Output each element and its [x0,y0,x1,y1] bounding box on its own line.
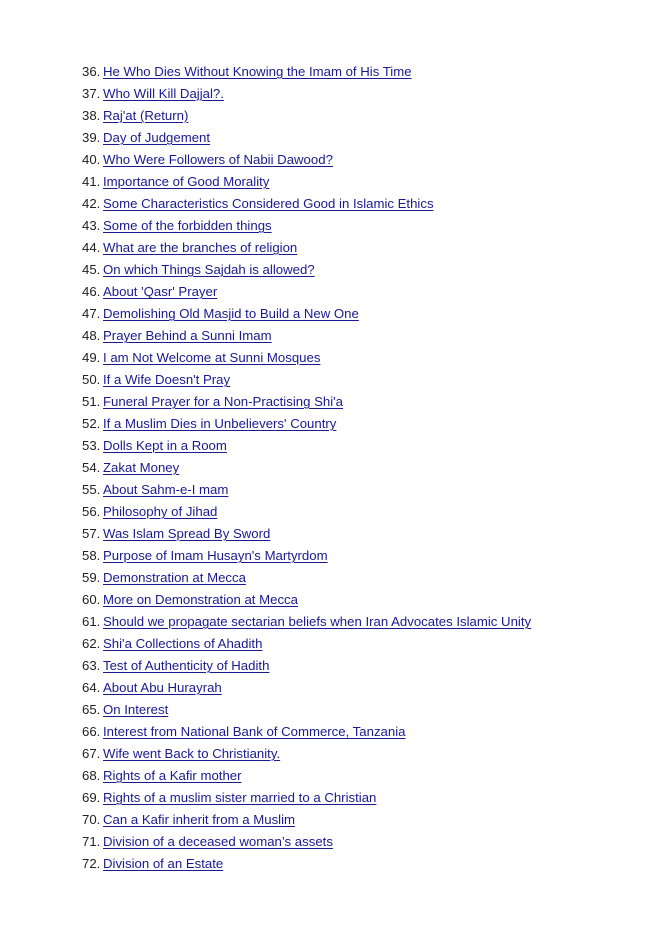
toc-entry [82,589,642,611]
toc-entry [82,237,642,259]
toc-entry-number: 48. [82,328,101,343]
toc-entry-number: 43. [82,218,101,233]
toc-entry [82,149,642,171]
toc-entry-link[interactable]: If a Muslim Dies in Unbelievers' Country [103,416,337,431]
toc-entry-number: 66. [82,724,101,739]
toc-entry [82,655,642,677]
toc-entry-link[interactable]: Was Islam Spread By Sword [103,526,271,541]
toc-entry-number: 42. [82,196,101,211]
toc-entry-link[interactable]: Importance of Good Morality [103,174,270,189]
toc-entry [82,611,642,633]
toc-entry-number: 67. [82,746,101,761]
toc-entry [82,567,642,589]
toc-entry [82,545,642,567]
toc-entry-number: 60. [82,592,101,607]
toc-entry-number: 41. [82,174,101,189]
toc-entry-number: 61. [82,614,101,629]
toc-entry-number: 58. [82,548,101,563]
toc-entry [82,259,642,281]
toc-entry-link[interactable]: Interest from National Bank of Commerce, Tanzania [103,724,406,739]
toc-entry-number: 40. [82,152,101,167]
toc-entry [82,369,642,391]
toc-entry [82,325,642,347]
toc-entry-link[interactable]: Purpose of Imam Husayn's Martyrdom [103,548,328,563]
toc-entry-link[interactable]: Who Were Followers of Nabii Dawood? [103,152,333,167]
toc-entry-link[interactable]: Prayer Behind a Sunni Imam [103,328,272,343]
toc-entry-number: 37. [82,86,101,101]
toc-entry [82,743,642,765]
toc-entry-link[interactable]: About Abu Hurayrah [103,680,222,695]
toc-entry-number: 71. [82,834,101,849]
toc-entry-number: 70. [82,812,101,827]
toc-entry [82,413,642,435]
toc-entry [82,171,642,193]
toc-entry [82,831,642,853]
toc-entry [82,633,642,655]
toc-entry [82,193,642,215]
toc-entry-number: 62. [82,636,101,651]
toc-entry-link[interactable]: Some Characteristics Considered Good in Islamic Ethics [103,196,434,211]
toc-entry [82,765,642,787]
toc-entry [82,435,642,457]
toc-entry [82,479,642,501]
toc-entry-link[interactable]: About Sahm-e-I mam [103,482,229,497]
toc-entry-number: 38. [82,108,101,123]
toc-entry-link[interactable]: What are the branches of religion [103,240,298,255]
toc-entry-link[interactable]: Shi'a Collections of Ahadith [103,636,263,651]
toc-entry-number: 47. [82,306,101,321]
toc-entry-link[interactable]: More on Demonstration at Mecca [103,592,298,607]
table-of-contents-list [82,61,642,875]
toc-entry-number: 36. [82,64,101,79]
toc-entry [82,83,642,105]
toc-entry-link[interactable]: Rights of a Kafir mother [103,768,242,783]
toc-entry-link[interactable]: Philosophy of Jihad [103,504,218,519]
toc-entry-link[interactable]: Zakat Money [103,460,180,475]
toc-entry [82,809,642,831]
toc-entry-number: 49. [82,350,101,365]
toc-entry-number: 69. [82,790,101,805]
toc-entry-number: 52. [82,416,101,431]
toc-entry-number: 72. [82,856,101,871]
toc-entry-link[interactable]: He Who Dies Without Knowing the Imam of His Time [103,64,412,79]
toc-entry-number: 54. [82,460,101,475]
toc-entry-link[interactable]: If a Wife Doesn't Pray [103,372,231,387]
toc-entry [82,303,642,325]
toc-entry-number: 59. [82,570,101,585]
toc-entry-link[interactable]: Funeral Prayer for a Non-Practising Shi'a [103,394,343,409]
toc-entry-link[interactable]: Demonstration at Mecca [103,570,246,585]
toc-entry [82,523,642,545]
toc-entry-number: 56. [82,504,101,519]
toc-entry-link[interactable]: Demolishing Old Masjid to Build a New One [103,306,359,321]
toc-entry-link[interactable]: Some of the forbidden things [103,218,272,233]
toc-entry-number: 51. [82,394,101,409]
toc-entry-number: 53. [82,438,101,453]
toc-entry [82,501,642,523]
toc-entry-link[interactable]: I am Not Welcome at Sunni Mosques [103,350,321,365]
toc-entry [82,391,642,413]
toc-entry-number: 44. [82,240,101,255]
toc-entry [82,347,642,369]
toc-entry-link[interactable]: Division of a deceased woman’s assets [103,834,333,849]
toc-entry-number: 50. [82,372,101,387]
toc-entry-link[interactable]: Dolls Kept in a Room [103,438,227,453]
toc-entry [82,677,642,699]
toc-entry-link[interactable]: Rights of a muslim sister married to a Christian [103,790,377,805]
toc-entry [82,281,642,303]
toc-entry-number: 63. [82,658,101,673]
toc-entry-link[interactable]: On Interest [103,702,169,717]
toc-entry [82,787,642,809]
toc-entry [82,61,642,83]
toc-entry-link[interactable]: Division of an Estate [103,856,224,871]
toc-entry [82,105,642,127]
toc-entry [82,127,642,149]
toc-entry [82,215,642,237]
toc-entry-link[interactable]: Test of Authenticity of Hadith [103,658,270,673]
toc-entry [82,699,642,721]
toc-entry-link[interactable]: On which Things Sajdah is allowed? [103,262,315,277]
toc-entry-number: 57. [82,526,101,541]
toc-entry-link[interactable]: Who Will Kill Dajjal?. [103,86,224,101]
toc-entry-number: 55. [82,482,101,497]
toc-entry-number: 65. [82,702,101,717]
toc-entry-link[interactable]: Should we propagate sectarian beliefs when Iran Advocates Islamic Unity [103,614,532,629]
toc-entry-number: 68. [82,768,101,783]
toc-entry [82,457,642,479]
toc-entry-number: 64. [82,680,101,695]
toc-entry-number: 46. [82,284,101,299]
toc-entry-number: 45. [82,262,101,277]
toc-entry-link[interactable]: Day of Judgement [103,130,211,145]
toc-entry-link[interactable]: Raj'at (Return) [103,108,189,123]
toc-entry-link[interactable]: Wife went Back to Christianity. [103,746,281,761]
toc-entry-link[interactable]: About 'Qasr' Prayer [103,284,218,299]
toc-entry-number: 39. [82,130,101,145]
toc-entry [82,721,642,743]
toc-entry [82,853,642,875]
toc-entry-link[interactable]: Can a Kafir inherit from a Muslim [103,812,296,827]
